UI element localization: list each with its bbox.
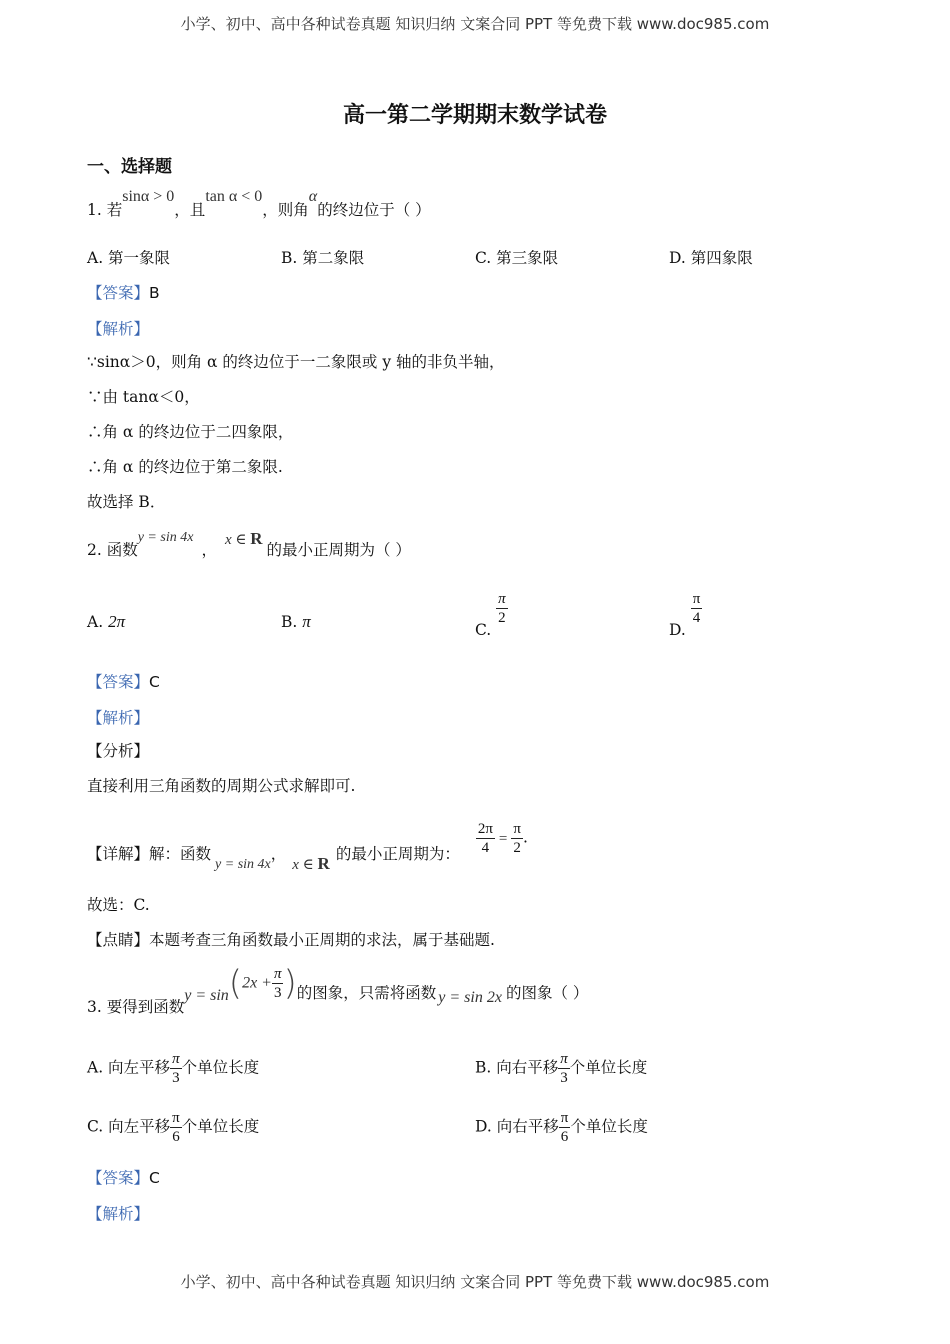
- q2-option-a-value: 2π: [108, 612, 126, 631]
- q3-math-func2: y = sin 2x: [438, 988, 502, 1006]
- q3-math-func: y = sin: [184, 986, 229, 1004]
- q2-option-c-label: C.: [475, 620, 492, 639]
- q3-option-c-post: 个单位长度: [181, 1117, 260, 1136]
- q2-answer-value: C: [149, 673, 160, 691]
- q2-sep: ，: [201, 541, 217, 559]
- page-header: 小学、初中、高中各种试卷真题 知识归纳 文案合同 PPT 等免费下载 www.doc985.com: [180, 15, 770, 33]
- q1-tail: 的终边位于（ ）: [317, 201, 431, 219]
- q1-mid: ，且: [174, 201, 206, 219]
- q2-option-d-fraction: $\frac{\pi}{4}$: [692, 591, 701, 626]
- q3-option-c: [87, 1109, 259, 1146]
- q2-option-d: [669, 590, 702, 639]
- q1-analysis-line-1: ∵sinα＞0，则角 α 的终边位于一二象限或 y 轴的非负半轴，: [87, 353, 505, 371]
- page-title: 高一第二学期期末数学试卷: [342, 103, 607, 128]
- q2-math-domain: x ∈: [224, 532, 251, 548]
- q3-left-paren: (: [228, 963, 243, 1004]
- q1-analysis-line-5: 故选择 B．: [87, 493, 166, 511]
- q3-math-inner: 2x +: [242, 974, 272, 992]
- q1-analysis-label: 【解析】: [87, 320, 150, 338]
- q3-stem: [87, 963, 589, 1016]
- q3-tail: 的图象（ ）: [505, 983, 589, 1002]
- q2-math-domain-r: R: [250, 529, 263, 548]
- q2-detail-frac-1: $\frac{2\pi}{4}$: [477, 821, 493, 856]
- q3-answer-label: 【答案】: [87, 1169, 150, 1187]
- q1-option-b: B. 第二象限: [281, 249, 365, 267]
- q3-option-b-pre: B. 向右平移: [475, 1058, 559, 1077]
- q3-option-d-pre: D. 向右平移: [475, 1117, 559, 1136]
- q2-option-d-label: D.: [669, 620, 686, 639]
- q1-option-c: C. 第三象限: [475, 249, 559, 267]
- q3-option-a: [87, 1050, 259, 1087]
- q3-option-d-post: 个单位长度: [570, 1117, 648, 1136]
- q2-detail-label: 【详解】: [87, 844, 150, 863]
- q1-mid2: ，则角: [262, 201, 309, 219]
- q2-stem: [87, 529, 411, 562]
- page-footer: 小学、初中、高中各种试卷真题 知识归纳 文案合同 PPT 等免费下载 www.doc985.com: [180, 1273, 770, 1291]
- q1-analysis-line-2: ∵由 tanα＜0，: [87, 388, 200, 406]
- q3-math-frac: $\frac{\pi}{3}$: [273, 966, 282, 1001]
- q2-answer-label: 【答案】: [87, 673, 150, 691]
- q3-option-a-frac: $\frac{\pi}{3}$: [172, 1051, 180, 1086]
- q2-number: 2. 函数: [87, 541, 138, 559]
- q1-math-sin: sinα > 0: [122, 188, 175, 205]
- q3-option-a-post: 个单位长度: [181, 1058, 260, 1077]
- q3-analysis-label: 【解析】: [87, 1205, 150, 1223]
- q1-option-d: D. 第四象限: [669, 249, 753, 267]
- q2-comment-text: 本题考查三角函数最小正周期的求法，属于基础题.: [149, 931, 495, 949]
- q3-option-c-frac: $\frac{\pi}{6}$: [172, 1110, 180, 1145]
- q1-answer-label: 【答案】: [87, 284, 150, 302]
- q2-detail-b: 的最小正周期为：: [335, 844, 460, 863]
- q3-option-d: [475, 1109, 648, 1146]
- q3-option-b: [475, 1050, 647, 1087]
- q2-detail-a: 解：函数: [149, 844, 212, 863]
- q3-answer: [87, 1168, 160, 1188]
- q1-analysis-line-4: ∴角 α 的终边位于第二象限.: [87, 458, 283, 476]
- q2-fenxi-label: 【分析】: [87, 742, 150, 760]
- q3-right-paren: ): [283, 963, 297, 1004]
- q2-detail-domain: x ∈: [292, 856, 318, 873]
- q2-comment: [87, 930, 495, 950]
- q2-detail-domain-r: R: [317, 853, 330, 873]
- q2-comment-label: 【点睛】: [87, 931, 150, 949]
- q2-detail-sep: ，: [270, 844, 287, 863]
- q2-choose: 故选：C.: [87, 896, 150, 914]
- q3-option-d-frac: $\frac{\pi}{6}$: [560, 1110, 569, 1145]
- q2-fenxi-text: 直接利用三角函数的周期公式求解即可.: [87, 777, 356, 795]
- q1-answer-value: B: [149, 284, 160, 302]
- q1-math-tan: tan α < 0: [205, 188, 263, 205]
- q2-tail: 的最小正周期为（ ）: [266, 541, 411, 559]
- q3-option-c-pre: C. 向左平移: [87, 1117, 171, 1136]
- q2-option-b-value: π: [302, 612, 311, 631]
- q2-option-a-label: A.: [87, 613, 104, 631]
- q2-answer: [87, 672, 160, 692]
- q1-option-a: A. 第一象限: [87, 249, 171, 267]
- q1-number: 1. 若: [87, 201, 123, 219]
- q2-option-c-fraction: $\frac{\pi}{2}$: [498, 591, 506, 626]
- q2-detail: [87, 820, 528, 873]
- q2-detail-frac-2: $\frac{\pi}{2}$: [513, 821, 521, 856]
- q1-answer: [87, 283, 160, 303]
- q3-option-b-frac: $\frac{\pi}{3}$: [560, 1051, 568, 1086]
- q2-detail-func: y = sin 4x: [215, 856, 271, 872]
- q3-option-a-pre: A. 向左平移: [87, 1058, 171, 1077]
- q2-analysis-label: 【解析】: [87, 709, 150, 727]
- section-heading: 一、选择题: [87, 157, 172, 177]
- q1-math-alpha: α: [308, 188, 318, 205]
- q1-stem: [87, 188, 431, 221]
- q1-analysis-line-3: ∴角 α 的终边位于二四象限，: [87, 423, 294, 441]
- q2-option-b: [281, 612, 311, 632]
- q3-mid: 的图象，只需将函数: [296, 983, 437, 1002]
- q3-number: 3. 要得到函数: [87, 997, 185, 1016]
- q3-option-b-post: 个单位长度: [569, 1058, 648, 1077]
- q2-option-c: [475, 590, 508, 639]
- q2-option-b-label: B.: [281, 613, 298, 631]
- q2-detail-end: .: [522, 828, 528, 847]
- q3-answer-value: C: [149, 1169, 160, 1187]
- q2-option-a: [87, 612, 125, 632]
- q2-detail-eq: =: [498, 830, 508, 847]
- q2-math-func: y = sin 4x: [137, 530, 194, 545]
